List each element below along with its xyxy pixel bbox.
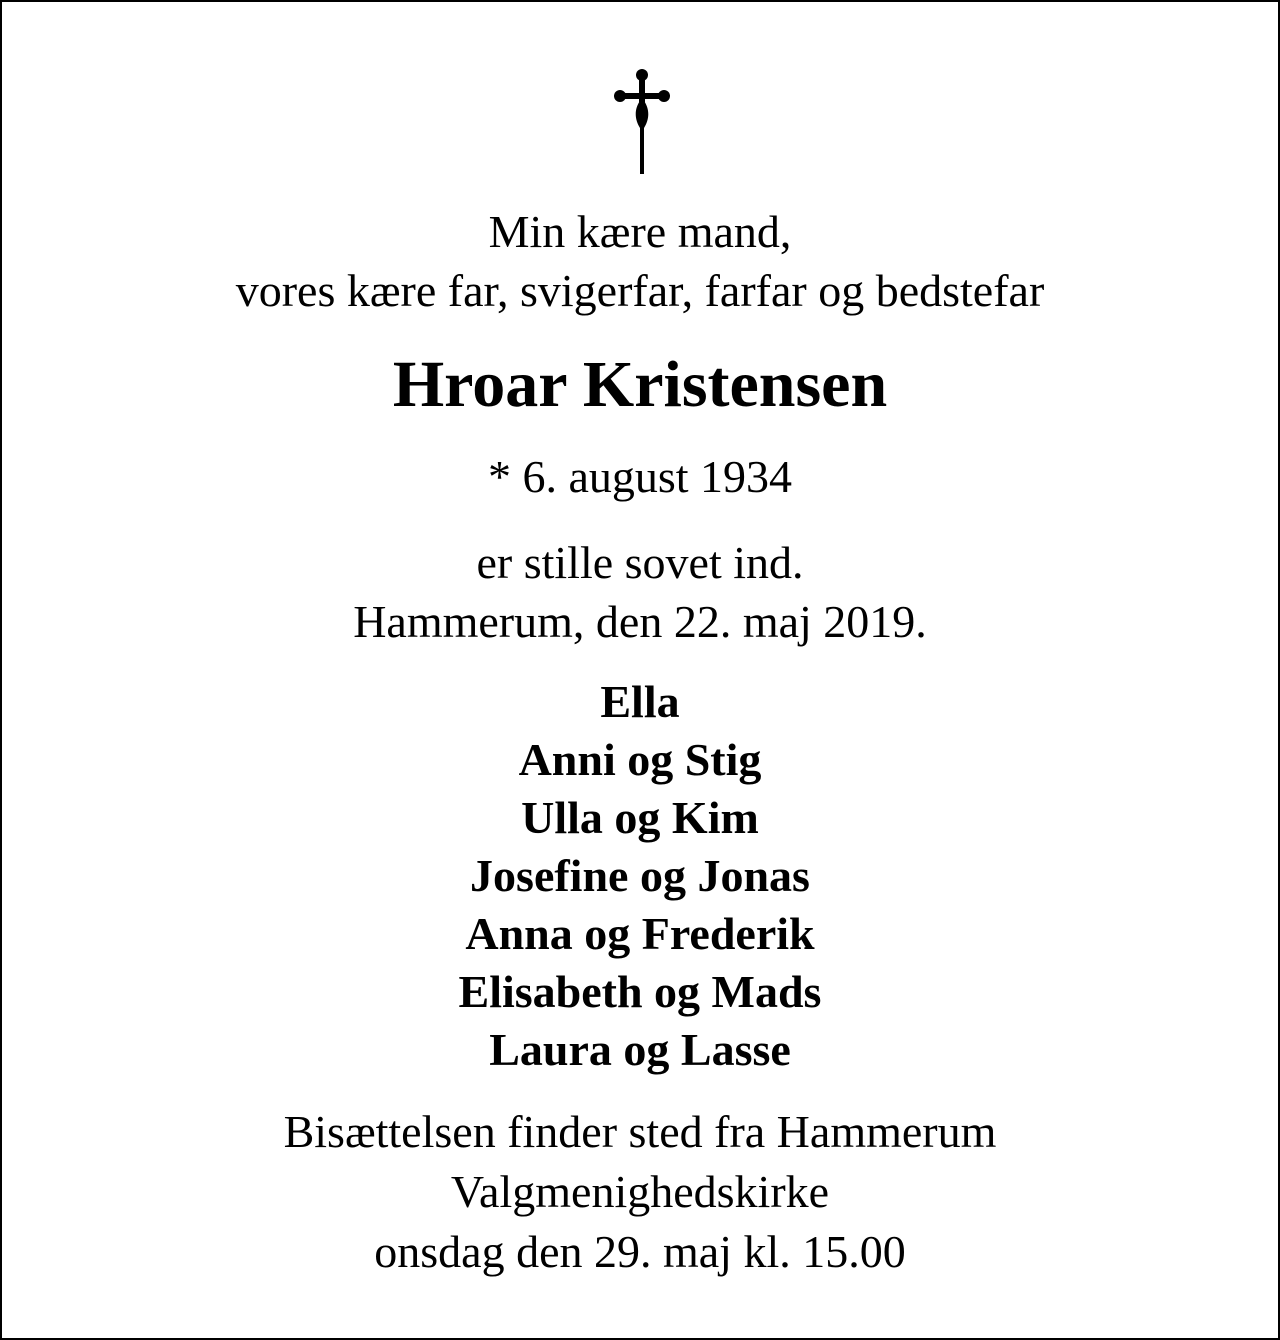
cross-icon <box>612 68 672 174</box>
funeral-line-2: Valgmenighedskirke <box>450 1166 830 1217</box>
family-member: Elisabeth og Mads <box>458 966 822 1017</box>
family-member: Anni og Stig <box>518 734 762 785</box>
intro-line-2: vores kære far, svigerfar, farfar og bedstefar <box>235 265 1045 316</box>
passing-line-1: er stille sovet ind. <box>476 537 804 588</box>
family-member: Ulla og Kim <box>521 792 759 843</box>
family-member: Laura og Lasse <box>489 1024 791 1075</box>
intro-line-1: Min kære mand, <box>488 206 792 257</box>
funeral-line-1: Bisættelsen finder sted fra Hammerum <box>283 1106 997 1157</box>
family-member: Anna og Frederik <box>465 908 815 959</box>
family-member: Josefine og Jonas <box>470 850 810 901</box>
deceased-name: Hroar Kristensen <box>392 348 888 421</box>
passing-line-2: Hammerum, den 22. maj 2019. <box>353 596 927 647</box>
birth-date: * 6. august 1934 <box>487 451 793 502</box>
funeral-line-3: onsdag den 29. maj kl. 15.00 <box>374 1226 906 1277</box>
family-member: Ella <box>600 676 680 727</box>
